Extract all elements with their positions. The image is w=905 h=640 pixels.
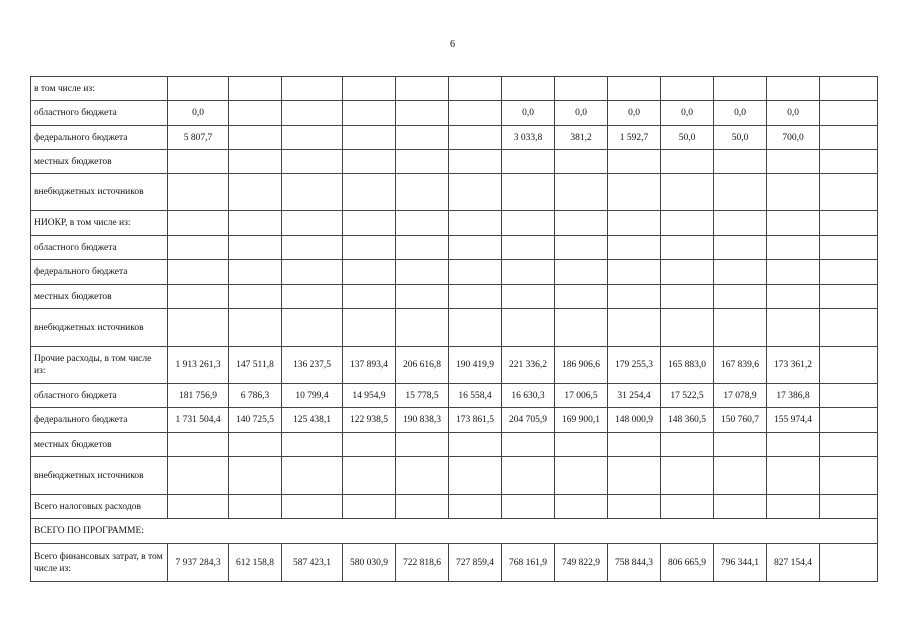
- value-cell: [555, 457, 608, 495]
- value-cell: [820, 77, 878, 101]
- value-cell: [608, 211, 661, 236]
- value-cell: [343, 101, 396, 126]
- value-cell: 14 954,9: [343, 384, 396, 408]
- value-cell: [714, 236, 767, 260]
- value-cell: [714, 150, 767, 174]
- value-cell: [229, 101, 282, 126]
- value-cell: 17 078,9: [714, 384, 767, 408]
- table-row: [31, 126, 878, 150]
- value-cell: 140 725,5: [229, 408, 282, 433]
- value-cell: [282, 150, 343, 174]
- value-cell: 749 822,9: [555, 544, 608, 582]
- value-cell: 0,0: [714, 101, 767, 126]
- budget-table-body: [31, 77, 878, 582]
- row-label-cell: внебюджетных источников: [31, 457, 168, 495]
- value-cell: 768 161,9: [502, 544, 555, 582]
- value-cell: [396, 433, 449, 457]
- value-cell: [608, 236, 661, 260]
- value-cell: [229, 77, 282, 101]
- value-cell: 186 906,6: [555, 347, 608, 384]
- value-cell: 722 818,6: [396, 544, 449, 582]
- value-cell: [168, 433, 229, 457]
- value-cell: [229, 309, 282, 347]
- value-cell: [449, 495, 502, 519]
- value-cell: [502, 495, 555, 519]
- value-cell: [714, 495, 767, 519]
- value-cell: [714, 285, 767, 309]
- value-cell: [168, 495, 229, 519]
- value-cell: [820, 309, 878, 347]
- value-cell: 7 937 284,3: [168, 544, 229, 582]
- value-cell: [282, 174, 343, 211]
- value-cell: 806 665,9: [661, 544, 714, 582]
- value-cell: [820, 174, 878, 211]
- value-cell: [555, 174, 608, 211]
- value-cell: [502, 309, 555, 347]
- value-cell: 17 386,8: [767, 384, 820, 408]
- row-label-cell: Всего финансовых затрат, в том числе из:: [31, 544, 168, 582]
- table-row: [31, 347, 878, 384]
- value-cell: [820, 236, 878, 260]
- value-cell: [820, 101, 878, 126]
- value-cell: [767, 150, 820, 174]
- value-cell: 173 361,2: [767, 347, 820, 384]
- value-cell: [714, 433, 767, 457]
- table-row: [31, 77, 878, 101]
- value-cell: [282, 211, 343, 236]
- value-cell: [714, 77, 767, 101]
- value-cell: 147 511,8: [229, 347, 282, 384]
- value-cell: [282, 495, 343, 519]
- value-cell: [396, 174, 449, 211]
- value-cell: 700,0: [767, 126, 820, 150]
- table-row: [31, 236, 878, 260]
- value-cell: 167 839,6: [714, 347, 767, 384]
- value-cell: [449, 101, 502, 126]
- section-heading-cell: ВСЕГО ПО ПРОГРАММЕ:: [31, 519, 878, 544]
- value-cell: [608, 309, 661, 347]
- value-cell: [343, 211, 396, 236]
- value-cell: [229, 150, 282, 174]
- value-cell: 16 558,4: [449, 384, 502, 408]
- value-cell: [229, 495, 282, 519]
- value-cell: 221 336,2: [502, 347, 555, 384]
- value-cell: 727 859,4: [449, 544, 502, 582]
- table-row: [31, 309, 878, 347]
- value-cell: 169 900,1: [555, 408, 608, 433]
- value-cell: [714, 309, 767, 347]
- value-cell: [282, 260, 343, 285]
- value-cell: [820, 457, 878, 495]
- row-label-cell: местных бюджетов: [31, 433, 168, 457]
- value-cell: 31 254,4: [608, 384, 661, 408]
- value-cell: [229, 260, 282, 285]
- value-cell: [608, 285, 661, 309]
- value-cell: [449, 285, 502, 309]
- value-cell: [343, 150, 396, 174]
- value-cell: [168, 174, 229, 211]
- table-row: [31, 433, 878, 457]
- value-cell: [608, 77, 661, 101]
- value-cell: [555, 260, 608, 285]
- value-cell: [168, 211, 229, 236]
- value-cell: [661, 211, 714, 236]
- value-cell: [168, 260, 229, 285]
- value-cell: [282, 285, 343, 309]
- value-cell: [767, 260, 820, 285]
- table-row: [31, 384, 878, 408]
- value-cell: [229, 285, 282, 309]
- value-cell: [502, 174, 555, 211]
- budget-table: [30, 76, 878, 582]
- value-cell: [767, 174, 820, 211]
- value-cell: [449, 457, 502, 495]
- value-cell: [661, 77, 714, 101]
- value-cell: [168, 285, 229, 309]
- value-cell: [661, 285, 714, 309]
- row-label-cell: областного бюджета: [31, 236, 168, 260]
- value-cell: [168, 150, 229, 174]
- value-cell: 165 883,0: [661, 347, 714, 384]
- value-cell: [449, 211, 502, 236]
- value-cell: [396, 126, 449, 150]
- row-label-cell: Всего налоговых расходов: [31, 495, 168, 519]
- value-cell: [714, 260, 767, 285]
- value-cell: [555, 77, 608, 101]
- value-cell: 50,0: [661, 126, 714, 150]
- value-cell: [343, 457, 396, 495]
- value-cell: [282, 433, 343, 457]
- value-cell: [555, 211, 608, 236]
- value-cell: [767, 309, 820, 347]
- value-cell: [767, 433, 820, 457]
- value-cell: 17 522,5: [661, 384, 714, 408]
- value-cell: [555, 495, 608, 519]
- value-cell: 16 630,3: [502, 384, 555, 408]
- value-cell: [449, 433, 502, 457]
- table-row: [31, 519, 878, 544]
- value-cell: [502, 260, 555, 285]
- value-cell: [661, 309, 714, 347]
- value-cell: [449, 77, 502, 101]
- value-cell: [820, 384, 878, 408]
- value-cell: [820, 495, 878, 519]
- value-cell: 122 938,5: [343, 408, 396, 433]
- value-cell: [343, 260, 396, 285]
- value-cell: [502, 285, 555, 309]
- value-cell: [714, 174, 767, 211]
- value-cell: [396, 260, 449, 285]
- row-label-cell: в том числе из:: [31, 77, 168, 101]
- value-cell: 0,0: [502, 101, 555, 126]
- value-cell: [608, 495, 661, 519]
- table-row: [31, 174, 878, 211]
- value-cell: [502, 211, 555, 236]
- value-cell: [767, 77, 820, 101]
- value-cell: [396, 495, 449, 519]
- value-cell: 827 154,4: [767, 544, 820, 582]
- value-cell: [229, 126, 282, 150]
- row-label-cell: местных бюджетов: [31, 150, 168, 174]
- value-cell: 148 360,5: [661, 408, 714, 433]
- value-cell: [396, 211, 449, 236]
- value-cell: [555, 236, 608, 260]
- value-cell: 148 000,9: [608, 408, 661, 433]
- value-cell: [661, 457, 714, 495]
- value-cell: [229, 236, 282, 260]
- value-cell: [661, 433, 714, 457]
- row-label-cell: федерального бюджета: [31, 260, 168, 285]
- row-label-cell: внебюджетных источников: [31, 174, 168, 211]
- row-label-cell: НИОКР, в том числе из:: [31, 211, 168, 236]
- table-row: [31, 495, 878, 519]
- value-cell: [343, 236, 396, 260]
- value-cell: [555, 433, 608, 457]
- value-cell: 0,0: [661, 101, 714, 126]
- value-cell: [820, 433, 878, 457]
- value-cell: [396, 77, 449, 101]
- value-cell: 137 893,4: [343, 347, 396, 384]
- value-cell: [555, 309, 608, 347]
- value-cell: 17 006,5: [555, 384, 608, 408]
- value-cell: [396, 150, 449, 174]
- value-cell: [343, 77, 396, 101]
- value-cell: 190 419,9: [449, 347, 502, 384]
- value-cell: [396, 309, 449, 347]
- value-cell: [608, 457, 661, 495]
- value-cell: [555, 150, 608, 174]
- value-cell: [555, 285, 608, 309]
- table-row: [31, 211, 878, 236]
- value-cell: [343, 126, 396, 150]
- value-cell: [661, 150, 714, 174]
- value-cell: [767, 285, 820, 309]
- value-cell: [820, 544, 878, 582]
- value-cell: 136 237,5: [282, 347, 343, 384]
- value-cell: [449, 309, 502, 347]
- value-cell: [343, 433, 396, 457]
- value-cell: [661, 174, 714, 211]
- value-cell: [820, 150, 878, 174]
- value-cell: [396, 236, 449, 260]
- value-cell: [449, 260, 502, 285]
- value-cell: [820, 408, 878, 433]
- table-row: [31, 285, 878, 309]
- value-cell: 50,0: [714, 126, 767, 150]
- value-cell: 10 799,4: [282, 384, 343, 408]
- value-cell: 125 438,1: [282, 408, 343, 433]
- value-cell: 758 844,3: [608, 544, 661, 582]
- table-row: [31, 544, 878, 582]
- value-cell: [767, 211, 820, 236]
- value-cell: 15 778,5: [396, 384, 449, 408]
- value-cell: [168, 309, 229, 347]
- value-cell: [343, 309, 396, 347]
- value-cell: [229, 433, 282, 457]
- value-cell: [343, 285, 396, 309]
- value-cell: 173 861,5: [449, 408, 502, 433]
- value-cell: [661, 495, 714, 519]
- value-cell: [502, 433, 555, 457]
- value-cell: [608, 150, 661, 174]
- value-cell: [396, 457, 449, 495]
- value-cell: [229, 174, 282, 211]
- row-label-cell: федерального бюджета: [31, 126, 168, 150]
- value-cell: [449, 174, 502, 211]
- row-label-cell: областного бюджета: [31, 384, 168, 408]
- table-row: [31, 260, 878, 285]
- value-cell: 150 760,7: [714, 408, 767, 433]
- value-cell: 181 756,9: [168, 384, 229, 408]
- value-cell: [282, 101, 343, 126]
- value-cell: 179 255,3: [608, 347, 661, 384]
- row-label-cell: местных бюджетов: [31, 285, 168, 309]
- value-cell: [820, 260, 878, 285]
- value-cell: [449, 150, 502, 174]
- value-cell: [820, 285, 878, 309]
- value-cell: 190 838,3: [396, 408, 449, 433]
- row-label-cell: федерального бюджета: [31, 408, 168, 433]
- value-cell: [282, 309, 343, 347]
- value-cell: [502, 77, 555, 101]
- value-cell: [449, 236, 502, 260]
- value-cell: [229, 457, 282, 495]
- value-cell: [343, 495, 396, 519]
- value-cell: [767, 495, 820, 519]
- value-cell: 587 423,1: [282, 544, 343, 582]
- value-cell: [608, 260, 661, 285]
- value-cell: 204 705,9: [502, 408, 555, 433]
- row-label-cell: Прочие расходы, в том числе из:: [31, 347, 168, 384]
- value-cell: 1 913 261,3: [168, 347, 229, 384]
- row-label-cell: областного бюджета: [31, 101, 168, 126]
- value-cell: [168, 77, 229, 101]
- value-cell: 381,2: [555, 126, 608, 150]
- value-cell: 1 731 504,4: [168, 408, 229, 433]
- value-cell: [608, 433, 661, 457]
- value-cell: [282, 236, 343, 260]
- value-cell: [396, 285, 449, 309]
- value-cell: [714, 211, 767, 236]
- value-cell: [502, 150, 555, 174]
- value-cell: 6 786,3: [229, 384, 282, 408]
- value-cell: [282, 77, 343, 101]
- value-cell: [229, 211, 282, 236]
- value-cell: 0,0: [555, 101, 608, 126]
- value-cell: 580 030,9: [343, 544, 396, 582]
- value-cell: [820, 126, 878, 150]
- value-cell: 155 974,4: [767, 408, 820, 433]
- value-cell: [767, 457, 820, 495]
- value-cell: [661, 260, 714, 285]
- value-cell: 3 033,8: [502, 126, 555, 150]
- value-cell: 0,0: [767, 101, 820, 126]
- table-row: [31, 101, 878, 126]
- value-cell: [168, 236, 229, 260]
- value-cell: [502, 457, 555, 495]
- value-cell: [767, 236, 820, 260]
- value-cell: [282, 126, 343, 150]
- value-cell: [396, 101, 449, 126]
- value-cell: [449, 126, 502, 150]
- value-cell: 5 807,7: [168, 126, 229, 150]
- value-cell: [608, 174, 661, 211]
- value-cell: 796 344,1: [714, 544, 767, 582]
- value-cell: [282, 457, 343, 495]
- value-cell: 206 616,8: [396, 347, 449, 384]
- value-cell: [343, 174, 396, 211]
- value-cell: 0,0: [608, 101, 661, 126]
- value-cell: 612 158,8: [229, 544, 282, 582]
- value-cell: 0,0: [168, 101, 229, 126]
- row-label-cell: внебюджетных источников: [31, 309, 168, 347]
- value-cell: [714, 457, 767, 495]
- table-row: [31, 457, 878, 495]
- value-cell: [661, 236, 714, 260]
- value-cell: [168, 457, 229, 495]
- table-row: [31, 150, 878, 174]
- value-cell: 1 592,7: [608, 126, 661, 150]
- value-cell: [820, 347, 878, 384]
- value-cell: [820, 211, 878, 236]
- page-number: 6: [450, 39, 455, 50]
- value-cell: [502, 236, 555, 260]
- table-row: [31, 408, 878, 433]
